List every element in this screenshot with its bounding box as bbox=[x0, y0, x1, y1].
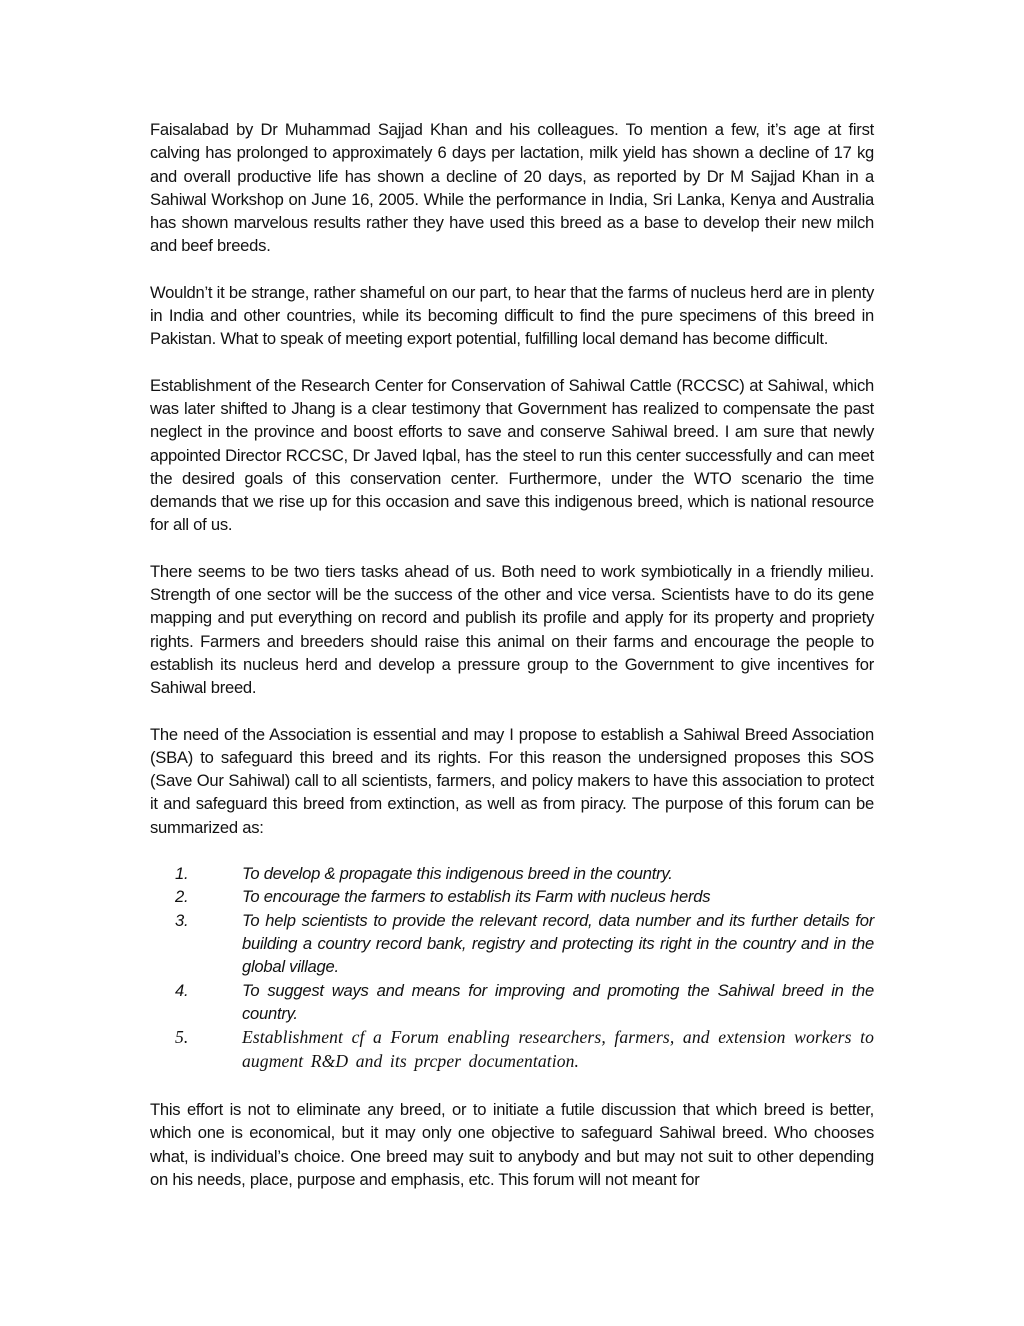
list-text: To suggest ways and means for improving and promoting the Sahiwal breed in the country. bbox=[242, 980, 874, 1023]
list-item bbox=[150, 979, 874, 1026]
list-number: 2. bbox=[175, 887, 189, 907]
list-item bbox=[150, 909, 874, 979]
list-item bbox=[150, 885, 874, 908]
paragraph-research-findings: Faisalabad by Dr Muhammad Sajjad Khan and his colleagues. To mention a few, it’s age at first calving has prolonged to approximately 6 days per lactation, milk yield has shown a decline of 17 kg and overall productive life has shown a decline of 20 days, as reported by Dr M Sajjad Khan in a Sahiwal Workshop on June 16, 2005. While the performance in India, Sri Lanka, Kenya and Australia has shown marvelous results rather they have used this breed as a base to develop their new milch and beef breeds. bbox=[150, 120, 874, 256]
paragraph-nucleus-herds: Wouldn’t it be strange, rather shameful on our part, to hear that the farms of nucleus herd are in plenty in India and other countries, while its becoming difficult to find the pure specimens of this breed in Pakistan. What to speak of meeting export potential, fulfilling local demand has become difficult. bbox=[150, 282, 874, 349]
list-item bbox=[150, 862, 874, 885]
list-number: 3. bbox=[175, 910, 189, 930]
list-number: 4. bbox=[175, 980, 189, 1000]
list-text: Establishment cf a Forum enabling researchers, farmers, and extension workers to augment R&D and its prcper documentation. bbox=[242, 1027, 874, 1072]
forum-purpose-list bbox=[150, 862, 874, 1073]
list-text: To help scientists to provide the relevant record, data number and its further details for building a country record bank, registry and protecting its right in the country and in the global village. bbox=[242, 910, 874, 977]
list-text: To develop & propagate this indigenous breed in the country. bbox=[242, 864, 673, 884]
list-number: 1. bbox=[175, 864, 189, 884]
paragraph-rccsc: Establishment of the Research Center for Conservation of Sahiwal Cattle (RCCSC) at Sahiwal, which was later shifted to Jhang is a clear testimony that Government has realized to compensate the past neglect in the province and boost efforts to save and conserve Sahiwal breed. I am sure that newly appointed Director RCCSC, Dr Javed Iqbal, has the steel to run this center successfully and can meet the desired goals of this conservation center. Furthermore, under the WTO scenario the time demands that we rise up for this occasion and save this indigenous breed, which is national resource for all of us. bbox=[150, 375, 874, 535]
list-item bbox=[150, 1025, 874, 1073]
paragraph-association: The need of the Association is essential and may I propose to establish a Sahiwal Breed Association (SBA) to safeguard this breed and its rights. For this reason the undersigned proposes this SOS (Save Our Sahiwal) call to all scientists, farmers, and policy makers to have this association to protect it and safeguard this breed from extinction, as well as from piracy. The purpose of this forum can be summarized as: bbox=[150, 724, 874, 837]
document-page bbox=[150, 118, 874, 1214]
list-number: 5. bbox=[175, 1027, 189, 1048]
paragraph-closing: This effort is not to eliminate any breed, or to initiate a futile discussion that which breed is better, which one is economical, but it may only one objective to safeguard Sahiwal breed. Who chooses what, is individual’s choice. One breed may suit to anybody and but may not suit to other depending on his needs, place, purpose and emphasis, etc. This forum will not meant for bbox=[150, 1100, 874, 1189]
paragraph-two-tiers: There seems to be two tiers tasks ahead of us. Both need to work symbiotically in a friendly milieu. Strength of one sector will be the success of the other and vice versa. Scientists have to do its gene mapping and put everything on record and publish its profile and apply for its property and propriety rights. Farmers and breeders should raise this animal on their farms and encourage the people to establish its nucleus herd and develop a pressure group to the Government to give incentives for Sahiwal breed. bbox=[150, 561, 874, 698]
list-text: To encourage the farmers to establish its Farm with nucleus herds bbox=[242, 887, 711, 907]
